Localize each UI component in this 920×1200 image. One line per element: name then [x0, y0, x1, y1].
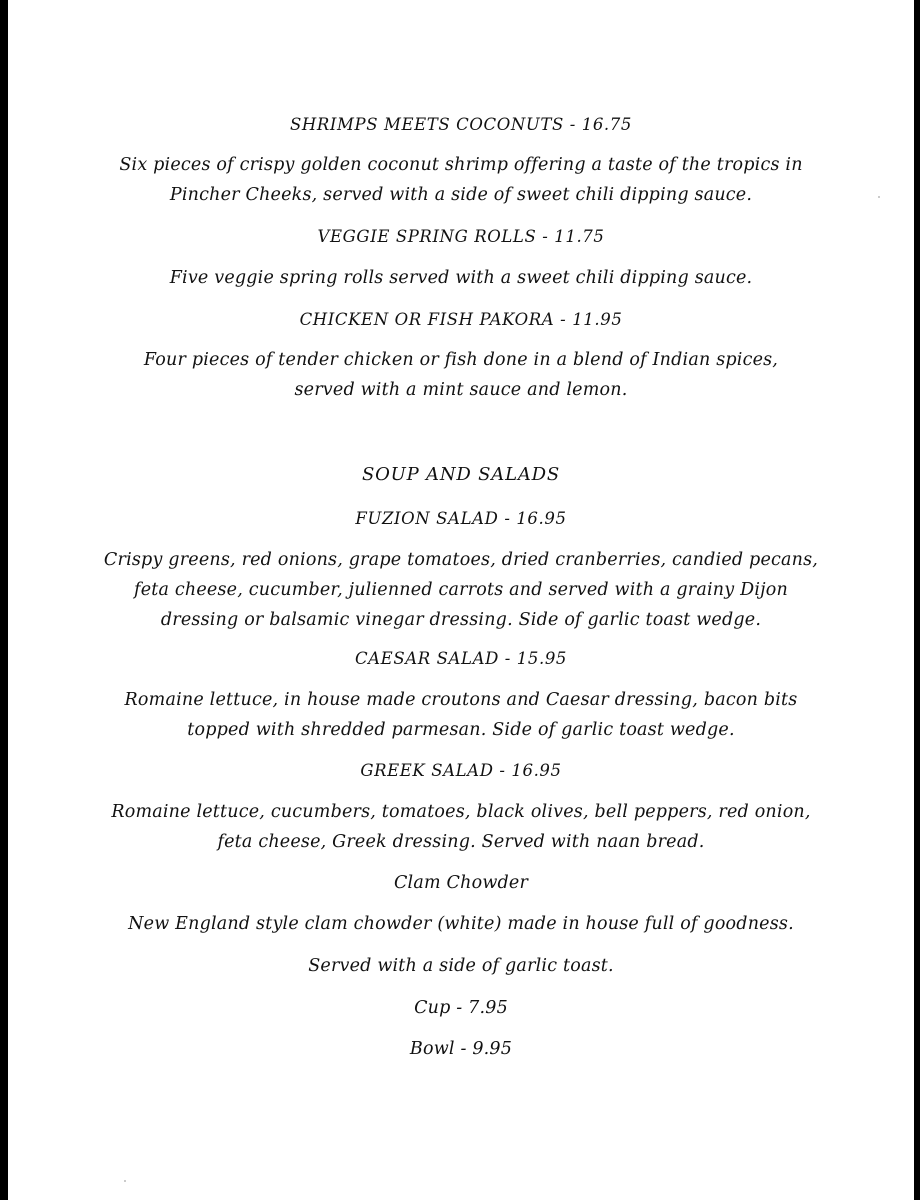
- scan-speck: [878, 196, 880, 198]
- clam-chowder-cup-price: Cup - 7.95: [414, 998, 508, 1018]
- item-title-greek-salad: GREEK SALAD - 16.95: [360, 761, 562, 780]
- item-description-shrimps: Six pieces of crispy golden coconut shrimp offering a taste of the tropics in Pincher Cheeks, served with a side of sweet chili dipping sauce.: [119, 155, 803, 205]
- section-title-soup-salads: SOUP AND SALADS: [361, 464, 561, 485]
- item-description-greek-salad: Romaine lettuce, cucumbers, tomatoes, black olives, bell peppers, red onion, feta cheese, Greek dressing. Served with naan bread.: [111, 802, 811, 852]
- menu-page: [8, 0, 914, 1200]
- item-title-caesar-salad: CAESAR SALAD - 15.95: [354, 649, 568, 668]
- item-title-pakora: CHICKEN OR FISH PAKORA - 11.95: [299, 310, 623, 329]
- item-title-spring-rolls: VEGGIE SPRING ROLLS - 11.75: [317, 227, 605, 246]
- clam-chowder-note: Served with a side of garlic toast.: [308, 956, 614, 976]
- item-title-clam-chowder: Clam Chowder: [393, 873, 529, 893]
- item-title-shrimps: SHRIMPS MEETS COCONUTS - 16.75: [290, 115, 632, 134]
- clam-chowder-bowl-price: Bowl - 9.95: [409, 1039, 513, 1059]
- item-description-caesar-salad: Romaine lettuce, in house made croutons and Caesar dressing, bacon bits topped with shredded parmesan. Side of garlic toast wedge.: [124, 690, 798, 740]
- scan-speck: [124, 1180, 126, 1182]
- item-title-fuzion-salad: FUZION SALAD - 16.95: [355, 509, 567, 528]
- item-description-pakora: Four pieces of tender chicken or fish done in a blend of Indian spices, served with a mint sauce and lemon.: [143, 350, 779, 400]
- item-description-fuzion-salad: Crispy greens, red onions, grape tomatoes, dried cranberries, candied pecans, feta cheese, cucumber, julienned carrots and served with a grainy Dijon dressing or balsamic vinegar dressing. Side of garlic toast wedge.: [103, 550, 819, 630]
- item-description-clam-chowder: New England style clam chowder (white) made in house full of goodness.: [128, 914, 794, 934]
- item-description-spring-rolls: Five veggie spring rolls served with a sweet chili dipping sauce.: [169, 268, 753, 288]
